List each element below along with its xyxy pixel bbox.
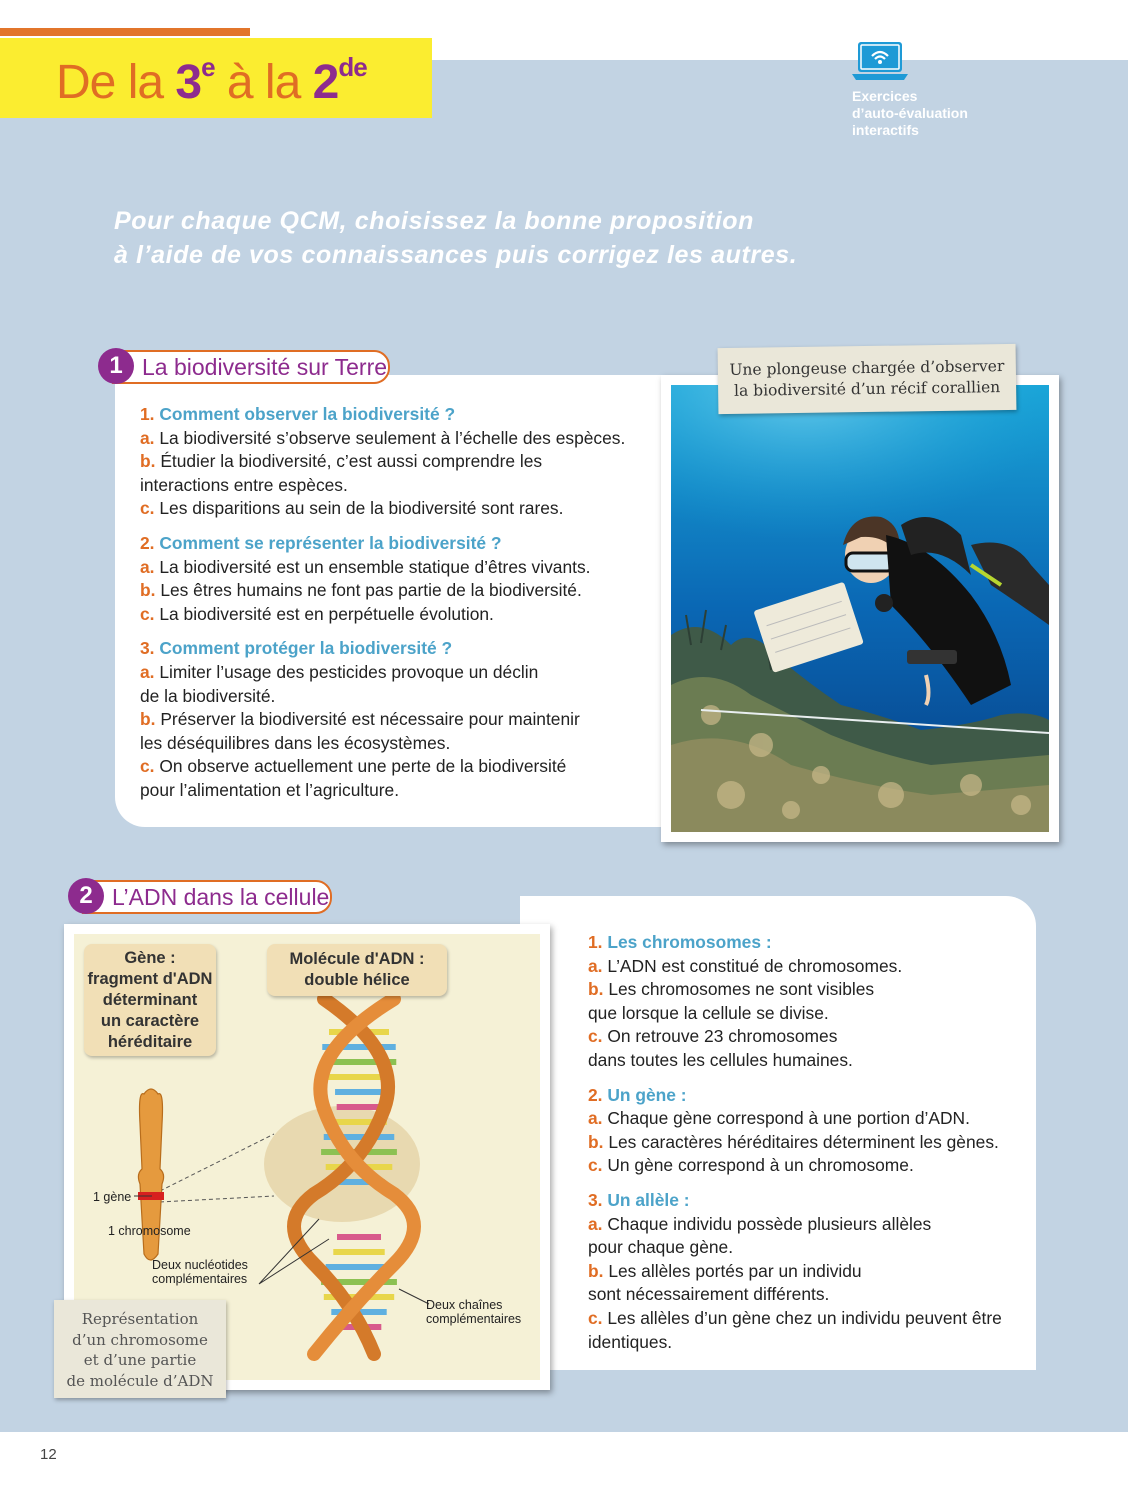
title-sup-1: e: [201, 52, 215, 82]
answer-option[interactable]: [588, 1107, 1028, 1131]
label-nucleotides-line: complémentaires: [152, 1272, 248, 1286]
question-text: Comment protéger la biodiversité ?: [159, 638, 453, 659]
answer-option[interactable]: [588, 955, 1028, 979]
section1-number: 1: [109, 352, 123, 379]
option-letter: b.: [140, 580, 156, 601]
base-pair-rung: [337, 1104, 382, 1110]
instructions-line: à l’aide de vos connaissances puis corrigez les autres.: [114, 241, 798, 269]
question-text: Comment se représenter la biodiversité ?: [159, 532, 502, 553]
option-text: On retrouve 23 chromosomes: [607, 1026, 838, 1047]
question-number: 3.: [140, 638, 155, 659]
label-nucleotides: [152, 1258, 248, 1286]
answer-option[interactable]: [588, 978, 1028, 1002]
option-text-continued: identiques.: [588, 1331, 673, 1352]
photo-caption: [718, 344, 1017, 414]
section1-heading: [112, 350, 390, 384]
question-title: [140, 532, 700, 556]
option-text: La biodiversité est un ensemble statique d’êtres vivants.: [159, 556, 591, 577]
option-letter: b.: [588, 979, 604, 1000]
answer-option[interactable]: [588, 1131, 1028, 1155]
label-chromosome: 1 chromosome: [108, 1224, 191, 1238]
option-letter: a.: [140, 427, 155, 448]
label-gene: 1 gène: [93, 1190, 132, 1204]
title-sup-2: de: [338, 52, 367, 82]
answer-option[interactable]: [588, 1025, 1028, 1049]
option-text: L’ADN est constitué de chromosomes.: [607, 955, 903, 976]
option-text: Les disparitions au sein de la biodiversité sont rares.: [159, 498, 564, 519]
option-text-continued: de la biodiversité.: [140, 685, 276, 706]
option-text-continued: pour l’alimentation et l’agriculture.: [140, 779, 400, 800]
section2-heading: [82, 880, 332, 914]
dna-caption-line: d’un chromosome: [72, 1330, 208, 1349]
option-text: Chaque individu possède plusieurs allèles: [607, 1213, 932, 1234]
answer-option[interactable]: [588, 1307, 1028, 1331]
question-title: [588, 931, 1028, 955]
page-title: [0, 38, 432, 118]
option-letter: a.: [140, 556, 155, 577]
label-chains-line: complémentaires: [426, 1312, 522, 1326]
gene-box-line: fragment d'ADN: [87, 970, 213, 988]
question-title: [588, 1189, 1028, 1213]
option-text: La biodiversité s’observe seulement à l’échelle des espèces.: [159, 427, 626, 448]
option-letter: a.: [588, 1108, 603, 1129]
section2-number-badge: [68, 878, 104, 914]
dna-caption-line: et d’une partie: [83, 1351, 197, 1369]
option-letter: b.: [140, 451, 156, 472]
molecule-box-line: Molécule d'ADN :: [289, 950, 425, 968]
photo-caption-line: Une plongeuse chargée d’observer: [729, 357, 1005, 379]
question-text: Comment observer la biodiversité ?: [159, 404, 456, 424]
header-accent-bar: [0, 28, 250, 36]
label-chains-line: Deux chaînes: [426, 1298, 503, 1312]
option-text: Les caractères héréditaires déterminent les gènes.: [608, 1131, 999, 1152]
diver-reef-photo: [671, 385, 1049, 832]
title-text: De la: [56, 56, 176, 109]
answer-option[interactable]: [140, 450, 700, 474]
answer-option[interactable]: [140, 579, 700, 603]
label-nucleotides-line: Deux nucléotides: [152, 1258, 248, 1272]
option-text: Les êtres humains ne font pas partie de la biodiversité.: [160, 580, 582, 601]
answer-option[interactable]: [588, 1213, 1028, 1237]
title-grade-2: 2: [312, 56, 339, 109]
section1-questions: [140, 403, 700, 803]
interactive-label-line: interactifs: [852, 122, 919, 138]
question-number: 1.: [588, 932, 603, 952]
option-text: Étudier la biodiversité, c’est aussi comprendre les: [160, 451, 543, 472]
option-letter: c.: [588, 1026, 603, 1047]
section2-title: L’ADN dans la cellule: [112, 883, 330, 910]
option-letter: c.: [588, 1307, 603, 1328]
option-letter: b.: [588, 1131, 604, 1152]
answer-option[interactable]: [140, 661, 700, 685]
interactive-label-line: Exercices: [852, 88, 918, 104]
base-pair-rung: [335, 1089, 383, 1095]
option-text-continued: dans toutes les cellules humaines.: [588, 1049, 853, 1070]
answer-option[interactable]: [140, 708, 700, 732]
option-text-continued: les déséquilibres dans les écosystèmes.: [140, 732, 451, 753]
photo-caption-line: la biodiversité d’un récif corallien: [733, 378, 1001, 400]
option-text: On observe actuellement une perte de la biodiversité: [159, 756, 567, 777]
diver-photo-frame: [661, 375, 1059, 842]
gene-box-line: déterminant: [102, 991, 198, 1009]
title-text-2: à la: [214, 56, 313, 109]
answer-option[interactable]: [140, 427, 700, 451]
answer-option[interactable]: [140, 755, 700, 779]
answer-option[interactable]: [140, 603, 700, 627]
option-text: Préserver la biodiversité est nécessaire pour maintenir: [160, 709, 580, 730]
question-text: Un allèle :: [607, 1189, 690, 1210]
question-number: 2.: [140, 532, 155, 553]
page-number: 12: [40, 1446, 57, 1463]
option-letter: a.: [588, 1213, 603, 1234]
option-text-continued: sont nécessairement différents.: [588, 1284, 830, 1305]
option-letter: b.: [140, 709, 156, 730]
option-letter: c.: [588, 1155, 603, 1176]
molecule-definition-box: [267, 944, 447, 996]
section1-title: La biodiversité sur Terre: [142, 353, 388, 380]
option-letter: c.: [140, 756, 155, 777]
option-text-continued: interactions entre espèces.: [140, 474, 348, 495]
base-pair-rung: [337, 1234, 381, 1240]
section1-number-badge: [98, 348, 134, 384]
question-number: 2.: [588, 1084, 603, 1105]
option-letter: a.: [588, 955, 603, 976]
question-text: Un gène :: [607, 1084, 687, 1105]
answer-option[interactable]: [588, 1260, 1028, 1284]
gene-box-line: Gène :: [124, 949, 176, 967]
section2-questions: [588, 931, 1028, 1354]
dna-caption-line: Représentation: [81, 1310, 199, 1328]
question-title: [588, 1084, 1028, 1108]
dna-caption: [54, 1300, 226, 1398]
option-text-continued: pour chaque gène.: [588, 1237, 734, 1258]
answer-option[interactable]: [140, 556, 700, 580]
molecule-box-line: double hélice: [304, 971, 410, 989]
label-chains: [426, 1298, 521, 1326]
gene-definition-box: [84, 944, 216, 1056]
question-text: Les chromosomes :: [607, 932, 772, 952]
laptop-wifi-icon[interactable]: [852, 40, 908, 82]
option-text-continued: que lorsque la cellule se divise.: [588, 1002, 829, 1023]
question-number: 3.: [588, 1189, 603, 1210]
option-text: Les allèles portés par un individu: [608, 1260, 862, 1281]
dna-caption-line: de molécule d’ADN: [66, 1371, 214, 1390]
question-title: [140, 637, 700, 661]
option-text: Un gène correspond à un chromosome.: [607, 1155, 914, 1176]
question-title: [140, 403, 700, 427]
gene-box-line: héréditaire: [107, 1033, 193, 1051]
option-text: Les chromosomes ne sont visibles: [608, 979, 875, 1000]
interactive-label-line: d’auto-évaluation: [852, 105, 968, 121]
section2-number: 2: [79, 882, 93, 909]
option-letter: c.: [140, 603, 155, 624]
instructions-line: Pour chaque QCM, choisissez la bonne proposition: [114, 207, 754, 235]
option-text: Chaque gène correspond à une portion d’ADN.: [607, 1108, 970, 1129]
instructions: [114, 204, 1014, 272]
gene-box-line: un caractère: [100, 1012, 200, 1030]
title-grade-1: 3: [175, 56, 202, 109]
answer-option[interactable]: [140, 497, 700, 521]
option-letter: b.: [588, 1260, 604, 1281]
option-text: La biodiversité est en perpétuelle évolution.: [159, 603, 494, 624]
interactive-exercises-label[interactable]: [852, 88, 1012, 139]
option-text: Les allèles d’un gène chez un individu peuvent être: [607, 1307, 1002, 1328]
option-letter: c.: [140, 498, 155, 519]
base-pair-rung: [333, 1249, 384, 1255]
option-text: Limiter l’usage des pesticides provoque un déclin: [159, 661, 539, 682]
option-letter: a.: [140, 661, 155, 682]
answer-option[interactable]: [588, 1154, 1028, 1178]
question-number: 1.: [140, 404, 155, 424]
